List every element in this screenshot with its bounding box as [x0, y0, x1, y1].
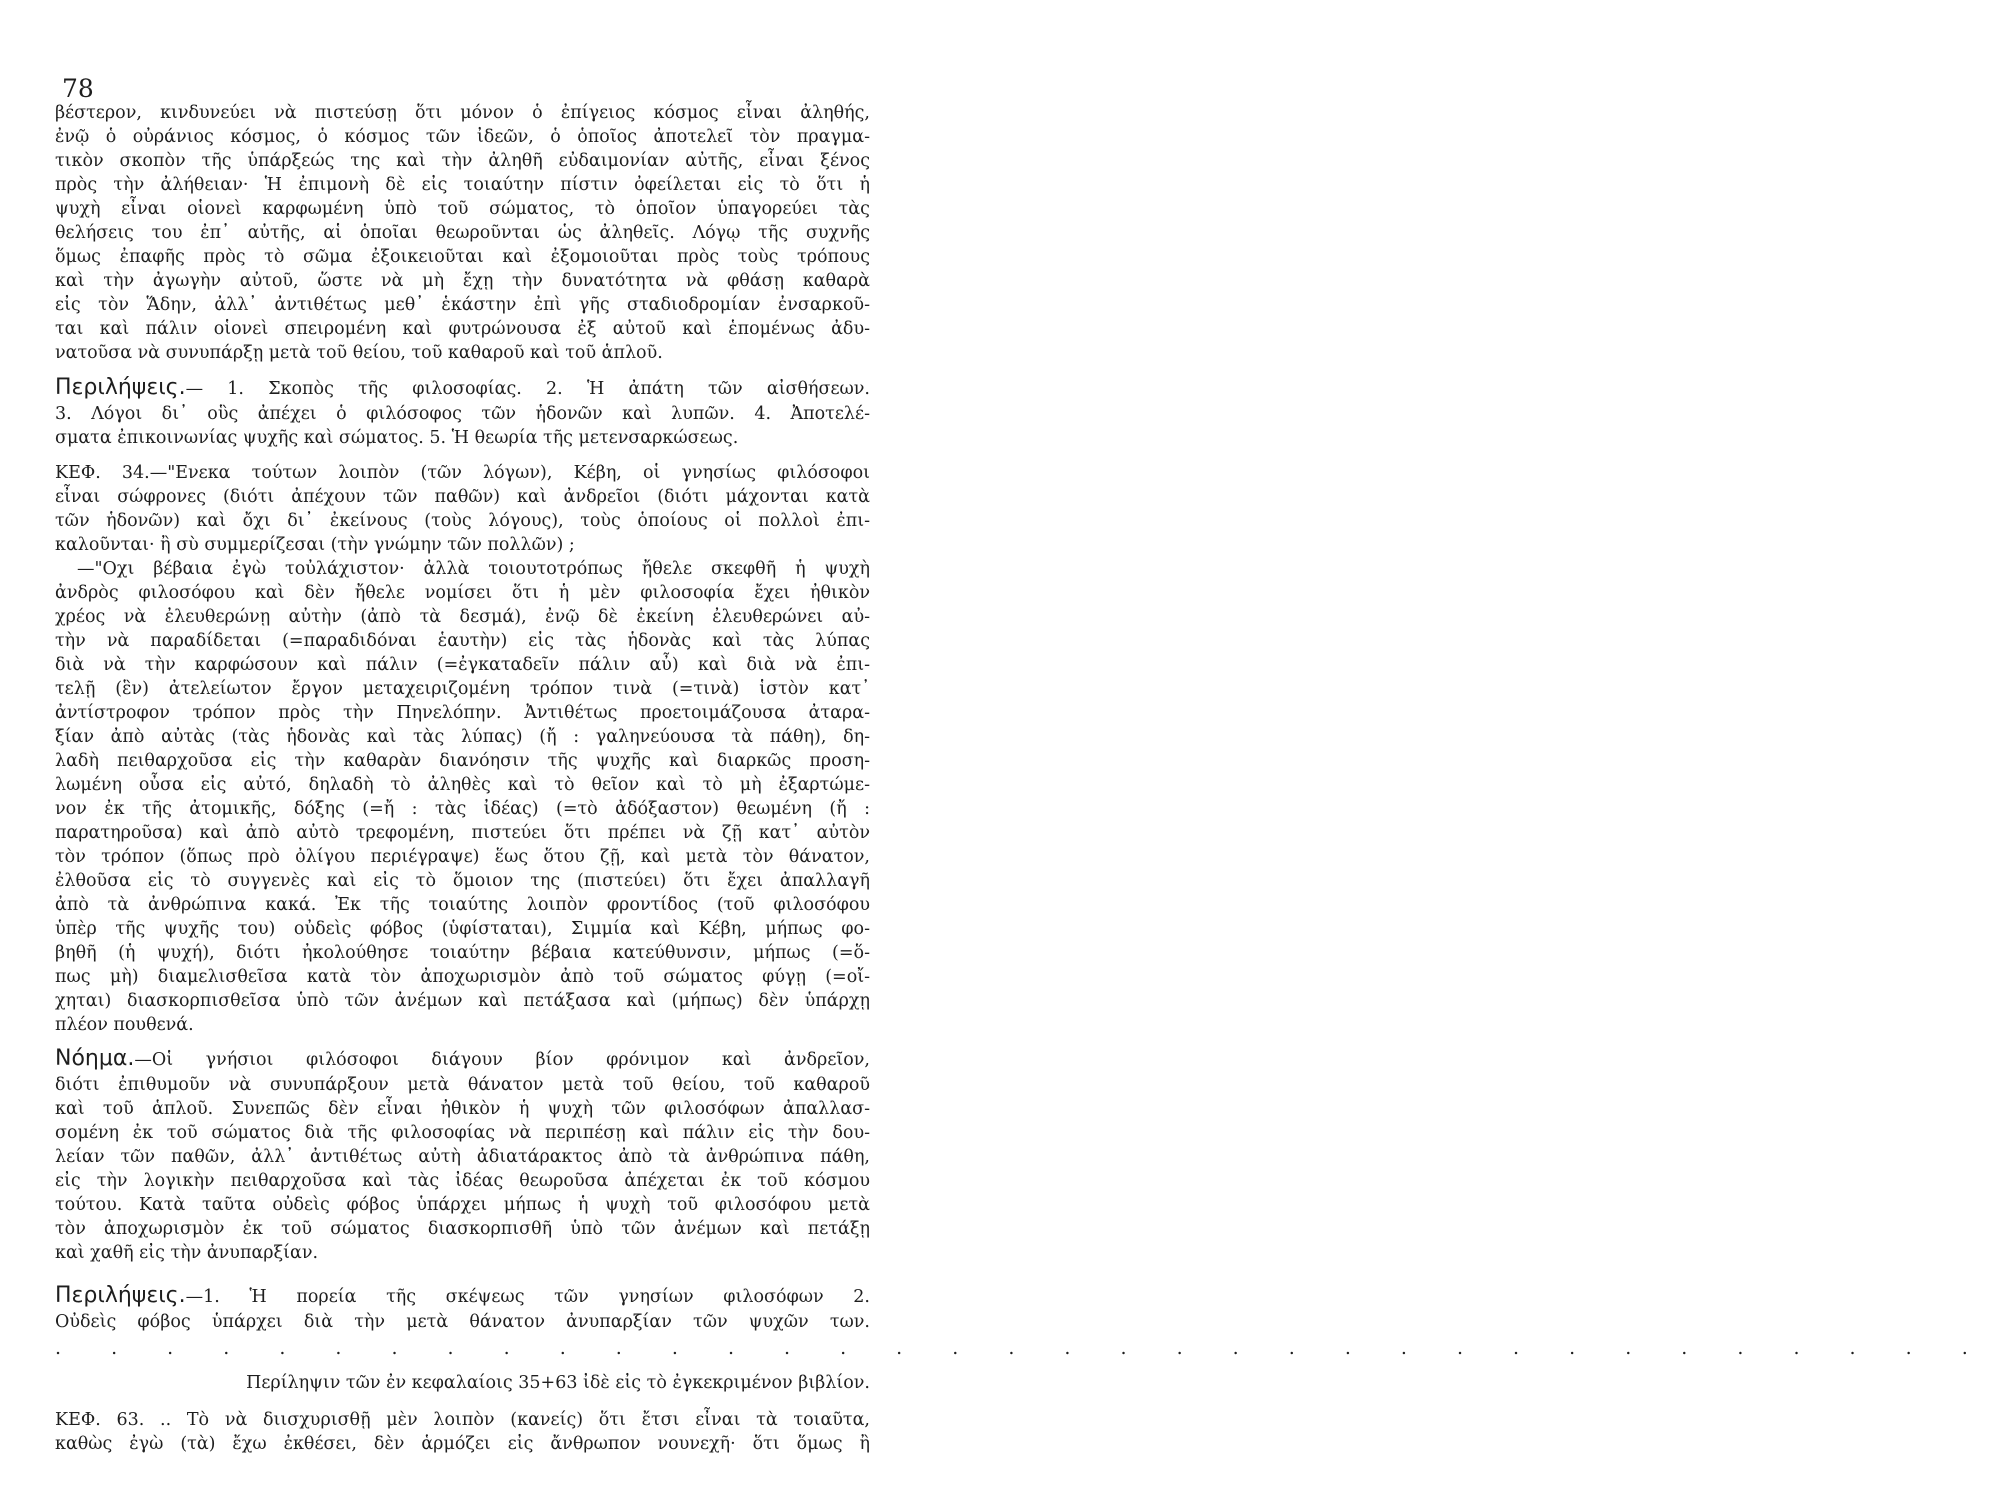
dialogue-line: λαδὴ πειθαρχοῦσα εἰς τὴν καθαρὰν διανόησιν τῆς ψυχῆς καὶ διαρκῶς προση-	[55, 751, 870, 771]
meaning-heading: Νόημα.	[55, 1046, 135, 1071]
paragraph-1-line: ψυχὴ εἶναι οἱονεὶ καρφωμένη ὑπὸ τοῦ σώματος, τὸ ὁποῖον ὑπαγορεύει τὰς	[55, 199, 870, 219]
paragraph-1-line: ὅμως ἐπαφῆς πρὸς τὸ σῶμα ἐξοικειοῦται καὶ ἐξομοιοῦται πρὸς τοὺς τρόπους	[55, 247, 870, 267]
chapter-34-line: τῶν ἡδονῶν) καὶ ὄχι δι᾽ ἐκείνους (τοὺς λόγους), τοὺς ὁποίους οἱ πολλοὶ ἐπι-	[55, 511, 870, 531]
meaning-line: εἰς τὴν λογικὴν πειθαρχοῦσα καὶ τὰς ἰδέας θεωροῦσα ἀπέχεται ἐκ τοῦ κόσμου	[55, 1171, 870, 1191]
dialogue-line: ἀντίστροφον τρόπον πρὸς τὴν Πηνελόπην. Ἀντιθέτως προετοιμάζουσα ἀταρα-	[55, 703, 870, 723]
paragraph-1-line: καὶ τὴν ἀγωγὴν αὐτοῦ, ὥστε νὰ μὴ ἔχῃ τὴν δυνατότητα νὰ φθάσῃ καθαρὰ	[55, 271, 870, 291]
summary-1-first-line-text: — 1. Σκοπὸς τῆς φιλοσοφίας. 2. Ἡ ἀπάτη τῶν αἰσθήσεων.	[185, 379, 870, 399]
meaning-first-line	[55, 1047, 870, 1071]
summary-1-heading: Περιλήψεις.	[55, 375, 186, 400]
dialogue-line: ἀπὸ τὰ ἀνθρώπινα κακά. Ἐκ τῆς τοιαύτης λοιπὸν φροντίδος (τοῦ φιλοσόφου	[55, 895, 870, 915]
summary-1-first-line	[55, 376, 870, 400]
chapter-34-line: καλοῦνται· ἢ σὺ συμμερίζεσαι (τὴν γνώμην τῶν πολλῶν) ;	[55, 535, 575, 555]
paragraph-1-line: νατοῦσα νὰ συνυπάρξῃ μετὰ τοῦ θείου, τοῦ καθαροῦ καὶ τοῦ ἁπλοῦ.	[55, 343, 663, 363]
paragraph-1-line: πρὸς τὴν ἀλήθειαν· Ἡ ἐπιμονὴ δὲ εἰς τοιαύτην πίστιν ὀφείλεται εἰς τὸ ὅτι ἡ	[55, 175, 870, 195]
dialogue-line: τελῇ (ἓν) ἀτελείωτον ἔργον μεταχειριζομένη τρόπον τινὰ (=τινὰ) ἱστὸν κατ᾽	[55, 679, 870, 699]
dialogue-line: —"Οχι βέβαια ἐγὼ τοὐλάχιστον· ἀλλὰ τοιουτοτρόπως ἤθελε σκεφθῆ ἡ ψυχὴ	[77, 559, 870, 579]
dialogue-line: πως μὴ) διαμελισθεῖσα κατὰ τὸν ἀποχωρισμὸν ἀπὸ τοῦ σώματος φύγῃ (=οἴ-	[55, 967, 870, 987]
meaning-line: καὶ τοῦ ἁπλοῦ. Συνεπῶς δὲν εἶναι ἠθικὸν ἡ ψυχὴ τῶν φιλοσόφων ἀπαλλασ-	[55, 1099, 870, 1119]
dialogue-line: χρέος νὰ ἐλευθερώνῃ αὐτὴν (ἀπὸ τὰ δεσμά), ἐνῷ δὲ ἐκείνη ἐλευθερώνει αὐ-	[55, 607, 870, 627]
meaning-line: τὸν ἀποχωρισμὸν ἐκ τοῦ σώματος διασκορπισθῆ ὑπὸ τῶν ἀνέμων καὶ πετάξῃ	[55, 1219, 870, 1239]
meaning-line: καὶ χαθῆ εἰς τὴν ἀνυπαρξίαν.	[55, 1243, 319, 1263]
paragraph-1-line: θελήσεις του ἐπ᾽ αὐτῆς, αἱ ὁποῖαι θεωροῦνται ὡς ἀληθεῖς. Λόγῳ τῆς συχνῆς	[55, 223, 870, 243]
meaning-first-line-text: —Οἱ γνήσιοι φιλόσοφοι διάγουν βίον φρόνιμον καὶ ἀνδρεῖον,	[134, 1050, 870, 1070]
reference-note: Περίληψιν τῶν ἐν κεφαλαίοις 35+63 ἰδὲ εἰς τὸ ἐγκεκριμένον βιβλίον.	[246, 1373, 870, 1393]
dialogue-line: διὰ νὰ τὴν καρφώσουν καὶ πάλιν (=ἐγκαταδεῖν πάλιν αὖ) καὶ διὰ νὰ ἐπι-	[55, 655, 870, 675]
chapter-63-line: ΚΕΦ. 63. .. Τὸ νὰ διισχυρισθῇ μὲν λοιπὸν (κανείς) ὅτι ἔτσι εἶναι τὰ τοιαῦτα,	[55, 1410, 870, 1430]
meaning-line: διότι ἐπιθυμοῦν νὰ συνυπάρξουν μετὰ θάνατον μετὰ τοῦ θείου, τοῦ καθαροῦ	[55, 1075, 870, 1095]
dialogue-line: παρατηροῦσα) καὶ ἀπὸ αὐτὸ τρεφομένη, πιστεύει ὅτι πρέπει νὰ ζῇ κατ᾽ αὐτὸν	[55, 823, 870, 843]
summary-2-heading: Περιλήψεις.	[55, 1283, 186, 1308]
dialogue-line: πλέον πουθενά.	[55, 1015, 194, 1035]
meaning-line: λείαν τῶν παθῶν, ἀλλ᾽ ἀντιθέτως αὐτὴ ἀδιατάρακτος ἀπὸ τὰ ἀνθρώπινα πάθη,	[55, 1147, 870, 1167]
dialogue-line: ὑπὲρ τῆς ψυχῆς του) οὐδεὶς φόβος (ὑφίσταται), Σιμμία καὶ Κέβη, μήπως φο-	[55, 919, 870, 939]
dialogue-line: χηται) διασκορπισθεῖσα ὑπὸ τῶν ἀνέμων καὶ πετάξασα καὶ (μήπως) δὲν ὑπάρχῃ	[55, 991, 870, 1011]
summary-2-line: Οὐδεὶς φόβος ὑπάρχει διὰ τὴν μετὰ θάνατον ἀνυπαρξίαν τῶν ψυχῶν των.	[55, 1312, 870, 1332]
chapter-34-line: εἶναι σώφρονες (διότι ἀπέχουν τῶν παθῶν) καὶ ἀνδρεῖοι (διότι μάχονται κατὰ	[55, 487, 870, 507]
dialogue-line: ἐλθοῦσα εἰς τὸ συγγενὲς καὶ εἰς τὸ ὅμοιον της (πιστεύει) ὅτι ἔχει ἀπαλλαγῆ	[55, 871, 870, 891]
dialogue-line: νον ἐκ τῆς ἀτομικῆς, δόξης (=ἤ : τὰς ἰδέας) (=τὸ ἀδόξαστον) θεωμένη (ἤ :	[55, 799, 870, 819]
page-number: 78	[62, 74, 94, 103]
chapter-63-line: καθὼς ἐγὼ (τὰ) ἔχω ἐκθέσει, δὲν ἁρμόζει εἰς ἄνθρωπον νουνεχῆ· ὅτι ὅμως ἢ	[55, 1434, 870, 1454]
paragraph-1-line: εἰς τὸν Ἅδην, ἀλλ᾽ ἀντιθέτως μεθ᾽ ἑκάστην ἐπὶ γῆς σταδιοδρομίαν ἐνσαρκοῦ-	[55, 295, 870, 315]
paragraph-1-line: βέστερον, κινδυνεύει νὰ πιστεύσῃ ὅτι μόνον ὁ ἐπίγειος κόσμος εἶναι ἀληθής,	[55, 103, 870, 123]
dialogue-line: ξίαν ἀπὸ αὐτὰς (τὰς ἡδονὰς καὶ τὰς λύπας) (ἤ : γαληνεύουσα τὰ πάθη), δη-	[55, 727, 870, 747]
meaning-line: τούτου. Κατὰ ταῦτα οὐδεὶς φόβος ὑπάρχει μήπως ἡ ψυχὴ τοῦ φιλοσόφου μετὰ	[55, 1195, 870, 1215]
dialogue-line: τὴν νὰ παραδίδεται (=παραδιδόναι ἑαυτὴν) εἰς τὰς ἡδονὰς καὶ τὰς λύπας	[55, 631, 870, 651]
meaning-line: σομένη ἐκ τοῦ σώματος διὰ τῆς φιλοσοφίας νὰ περιπέσῃ καὶ πάλιν εἰς τὴν δου-	[55, 1123, 870, 1143]
dialogue-line: βηθῆ (ἡ ψυχή), διότι ἠκολούθησε τοιαύτην βέβαια κατεύθυνσιν, μήπως (=ὅ-	[55, 943, 870, 963]
ellipsis-dots: . . . . . . . . . . . . . . . . . . . . . . . . . . . . . . . . . . .	[55, 1337, 1990, 1359]
paragraph-1-line: ἐνῷ ὁ οὐράνιος κόσμος, ὁ κόσμος τῶν ἰδεῶν, ὁ ὁποῖος ἀποτελεῖ τὸν πραγμα-	[55, 127, 870, 147]
paragraph-1-line: ται καὶ πάλιν οἱονεὶ σπειρομένη καὶ φυτρώνουσα ἐξ αὐτοῦ καὶ ἑπομένως ἀδυ-	[55, 319, 870, 339]
paragraph-1-line: τικὸν σκοπὸν τῆς ὑπάρξεώς της καὶ τὴν ἀληθῆ εὐδαιμονίαν αὐτῆς, εἶναι ξένος	[55, 151, 870, 171]
summary-2-first-line-text: —1. Ἡ πορεία τῆς σκέψεως τῶν γνησίων φιλοσόφων 2.	[185, 1287, 870, 1307]
dialogue-line: ἀνδρὸς φιλοσόφου καὶ δὲν ἤθελε νομίσει ὅτι ἡ μὲν φιλοσοφία ἔχει ἠθικὸν	[55, 583, 870, 603]
summary-1-line: 3. Λόγοι δι᾽ οὓς ἀπέχει ὁ φιλόσοφος τῶν ἡδονῶν καὶ λυπῶν. 4. Ἀποτελέ-	[55, 404, 870, 424]
dialogue-line: λωμένη οὖσα εἰς αὐτό, δηλαδὴ τὸ ἀληθὲς καὶ τὸ θεῖον καὶ τὸ μὴ ἐξαρτώμε-	[55, 775, 870, 795]
chapter-34-line: ΚΕΦ. 34.—"Ενεκα τούτων λοιπὸν (τῶν λόγων), Κέβη, οἱ γνησίως φιλόσοφοι	[55, 463, 870, 483]
summary-1-line: σματα ἐπικοινωνίας ψυχῆς καὶ σώματος. 5. Ἡ θεωρία τῆς μετενσαρκώσεως.	[55, 428, 739, 448]
dialogue-line: τὸν τρόπον (ὅπως πρὸ ὀλίγου περιέγραψε) ἕως ὅτου ζῇ, καὶ μετὰ τὸν θάνατον,	[55, 847, 870, 867]
summary-2-first-line	[55, 1284, 870, 1308]
